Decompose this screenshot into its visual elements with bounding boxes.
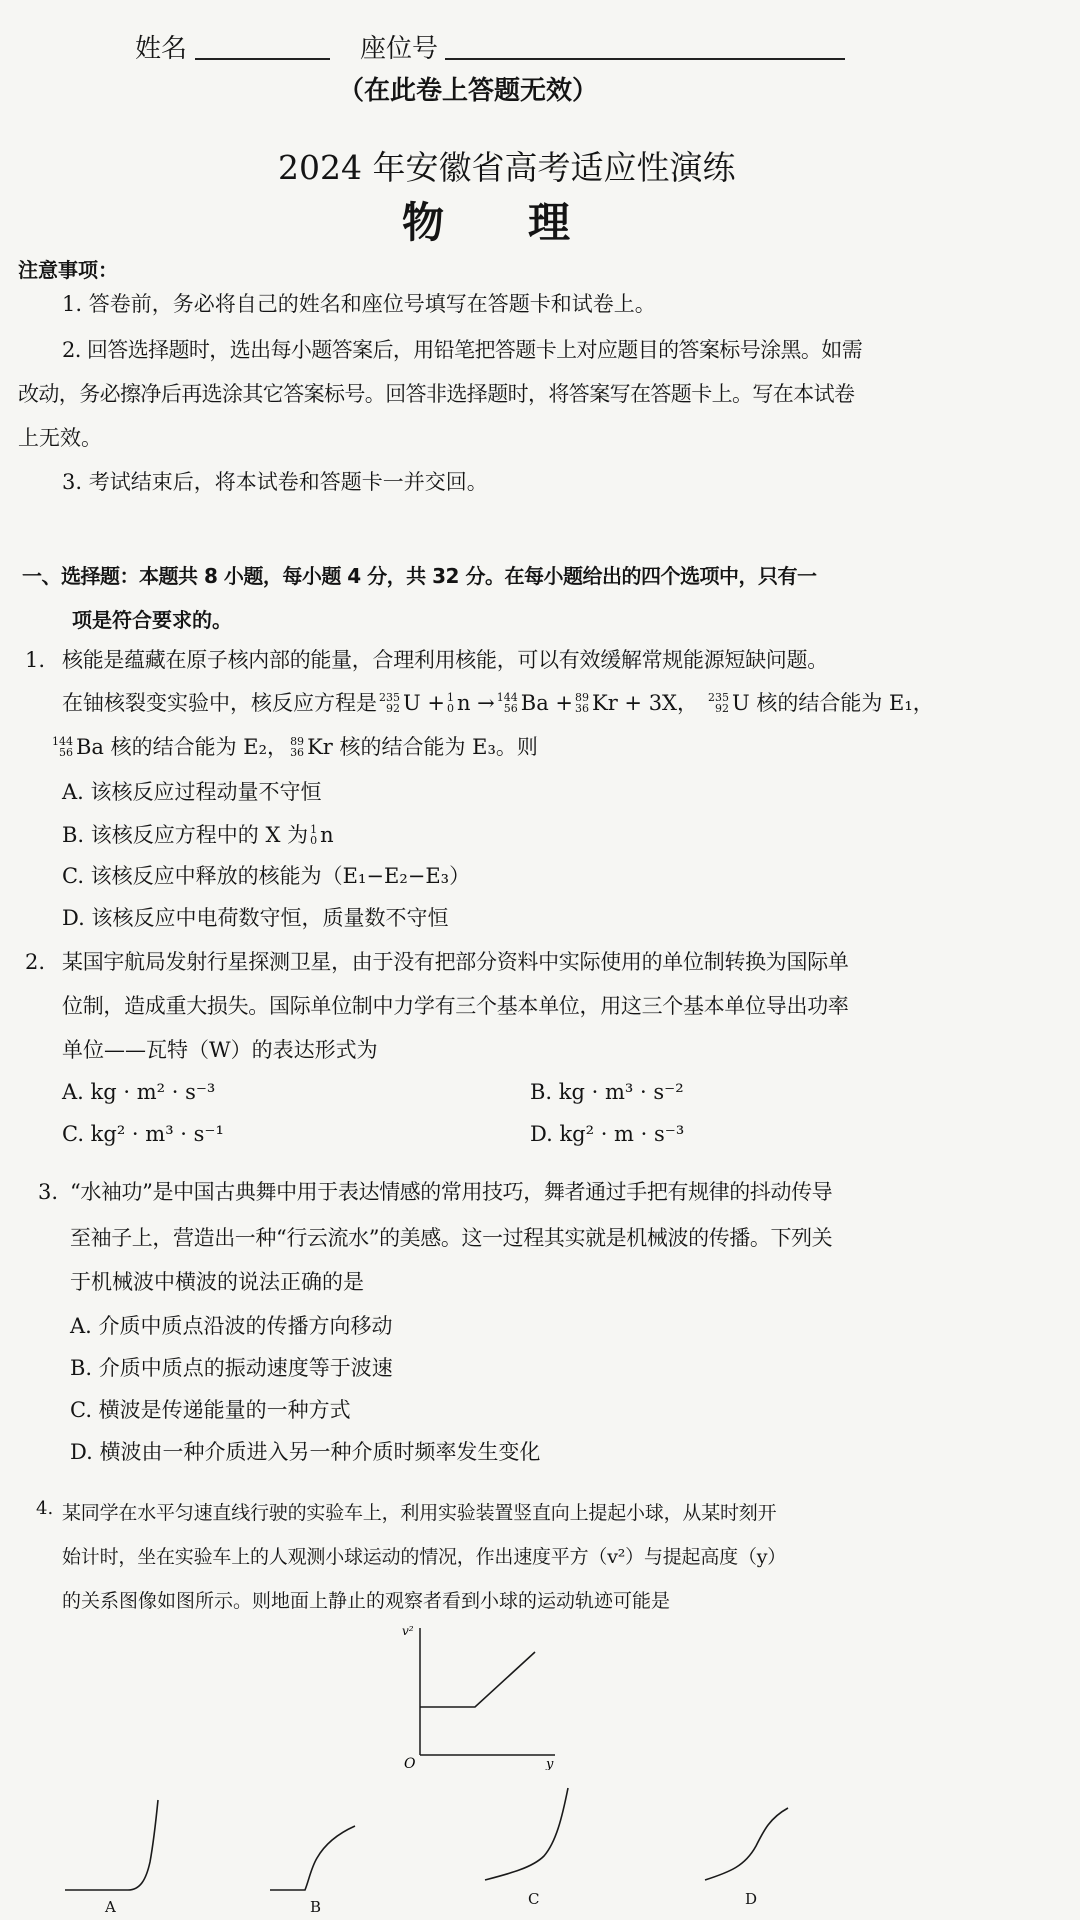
invalid-note: （在此卷上答题无效） xyxy=(338,76,599,106)
q2-number: 2. xyxy=(25,950,46,974)
notice-item-2-line-2: 改动，务必擦净后再选涂其它答案标号。回答非选择题时，将答案写在答题卡上。写在本试卷 xyxy=(18,382,855,406)
name-label: 姓名 xyxy=(135,34,188,64)
q3-line-3: 于机械波中横波的说法正确的是 xyxy=(70,1270,364,1294)
q3-line-1: “水袖功”是中国古典舞中用于表达情感的常用技巧，舞者通过手把有规律的抖动传导 xyxy=(70,1180,833,1204)
q2-option-b[interactable]: B. kg · m³ · s⁻² xyxy=(530,1080,684,1104)
notice-item-1: 1. 答卷前，务必将自己的姓名和座位号填写在答题卡和试卷上。 xyxy=(62,292,656,316)
seat-field[interactable] xyxy=(445,58,845,60)
q4-line-3: 的关系图像如图所示。则地面上静止的观察者看到小球的运动轨迹可能是 xyxy=(62,1590,671,1612)
subject-title: 物 理 xyxy=(402,198,571,247)
q4-choice-b-label: B xyxy=(310,1898,322,1916)
q4-choice-a-label: A xyxy=(105,1898,116,1916)
graph-x-label: y xyxy=(546,1757,554,1770)
q3-option-a[interactable]: A. 介质中质点沿波的传播方向移动 xyxy=(70,1314,393,1338)
q4-choice-c-label: C xyxy=(528,1890,540,1908)
notice-item-3: 3. 考试结束后，将本试卷和答题卡一并交回。 xyxy=(62,470,488,494)
q3-option-d[interactable]: D. 横波由一种介质进入另一种介质时频率发生变化 xyxy=(70,1440,541,1464)
seat-label: 座位号 xyxy=(360,34,439,64)
q1-line-1: 核能是蕴藏在原子核内部的能量，合理利用核能，可以有效缓解常规能源短缺问题。 xyxy=(62,648,828,672)
q3-option-b[interactable]: B. 介质中质点的振动速度等于波速 xyxy=(70,1356,393,1380)
notice-heading: 注意事项： xyxy=(18,258,118,282)
section-1-heading-cont: 项是符合要求的。 xyxy=(72,608,232,632)
q4-velocity-graph xyxy=(380,1620,560,1770)
q4-choice-c-curve[interactable] xyxy=(480,1780,590,1890)
q2-line-3: 单位——瓦特（W）的表达形式为 xyxy=(62,1038,378,1062)
q4-choice-b-curve[interactable] xyxy=(265,1810,375,1900)
q1-line-2: 在铀核裂变实验中，核反应方程是 235 92 U + 1 0 n → 144 56 Ba + 89 36 Kr + 3X， 235 92 U 核的结合能为 E₁， xyxy=(62,690,934,715)
q1-number: 1. xyxy=(25,648,46,672)
q4-line-1: 某同学在水平匀速直线行驶的实验车上，利用实验装置竖直向上提起小球，从某时刻开 xyxy=(62,1502,777,1524)
q1-option-a[interactable]: A. 该核反应过程动量不守恒 xyxy=(62,780,322,804)
q4-number: 4. xyxy=(36,1498,54,1519)
q4-choice-d-label: D xyxy=(745,1890,758,1908)
q1-option-b[interactable]: B. 该核反应方程中的 X 为 1 0 n xyxy=(62,822,334,847)
q1-line-3: 144 56 Ba 核的结合能为 E₂， 89 36 Kr 核的结合能为 E₃。则 xyxy=(52,734,538,759)
notice-item-2-line-1: 2. 回答选择题时，选出每小题答案后，用铅笔把答题卡上对应题目的答案标号涂黑。如需 xyxy=(62,338,863,362)
q2-line-2: 位制，造成重大损失。国际单位制中力学有三个基本单位，用这三个基本单位导出功率 xyxy=(62,994,849,1018)
q2-line-1: 某国宇航局发射行星探测卫星，由于没有把部分资料中实际使用的单位制转换为国际单 xyxy=(62,950,849,974)
q4-choice-a-curve[interactable] xyxy=(60,1790,170,1900)
q1-option-d[interactable]: D. 该核反应中电荷数守恒，质量数不守恒 xyxy=(62,906,449,930)
q2-option-c[interactable]: C. kg² · m³ · s⁻¹ xyxy=(62,1122,224,1146)
q2-option-d[interactable]: D. kg² · m · s⁻³ xyxy=(530,1122,685,1146)
q3-number: 3. xyxy=(38,1180,59,1204)
exam-title: 2024 年安徽省高考适应性演练 xyxy=(278,148,736,187)
q2-option-a[interactable]: A. kg · m² · s⁻³ xyxy=(62,1080,216,1104)
graph-y-label: v² xyxy=(402,1624,414,1638)
q1-option-c[interactable]: C. 该核反应中释放的核能为（E₁−E₂−E₃） xyxy=(62,864,471,888)
q4-choice-d-curve[interactable] xyxy=(700,1790,810,1890)
q3-option-c[interactable]: C. 横波是传递能量的一种方式 xyxy=(70,1398,351,1422)
q4-line-2: 始计时，坐在实验车上的人观测小球运动的情况，作出速度平方（v²）与提起高度（y） xyxy=(62,1546,787,1568)
graph-origin-label: O xyxy=(404,1756,416,1770)
section-1-heading: 一、选择题：本题共 8 小题，每小题 4 分，共 32 分。在每小题给出的四个选项中，只有一 xyxy=(22,564,817,588)
name-field[interactable] xyxy=(195,58,330,60)
q3-line-2: 至袖子上，营造出一种“行云流水”的美感。这一过程其实就是机械波的传播。下列关 xyxy=(70,1226,833,1250)
notice-item-2-line-3: 上无效。 xyxy=(18,426,102,450)
